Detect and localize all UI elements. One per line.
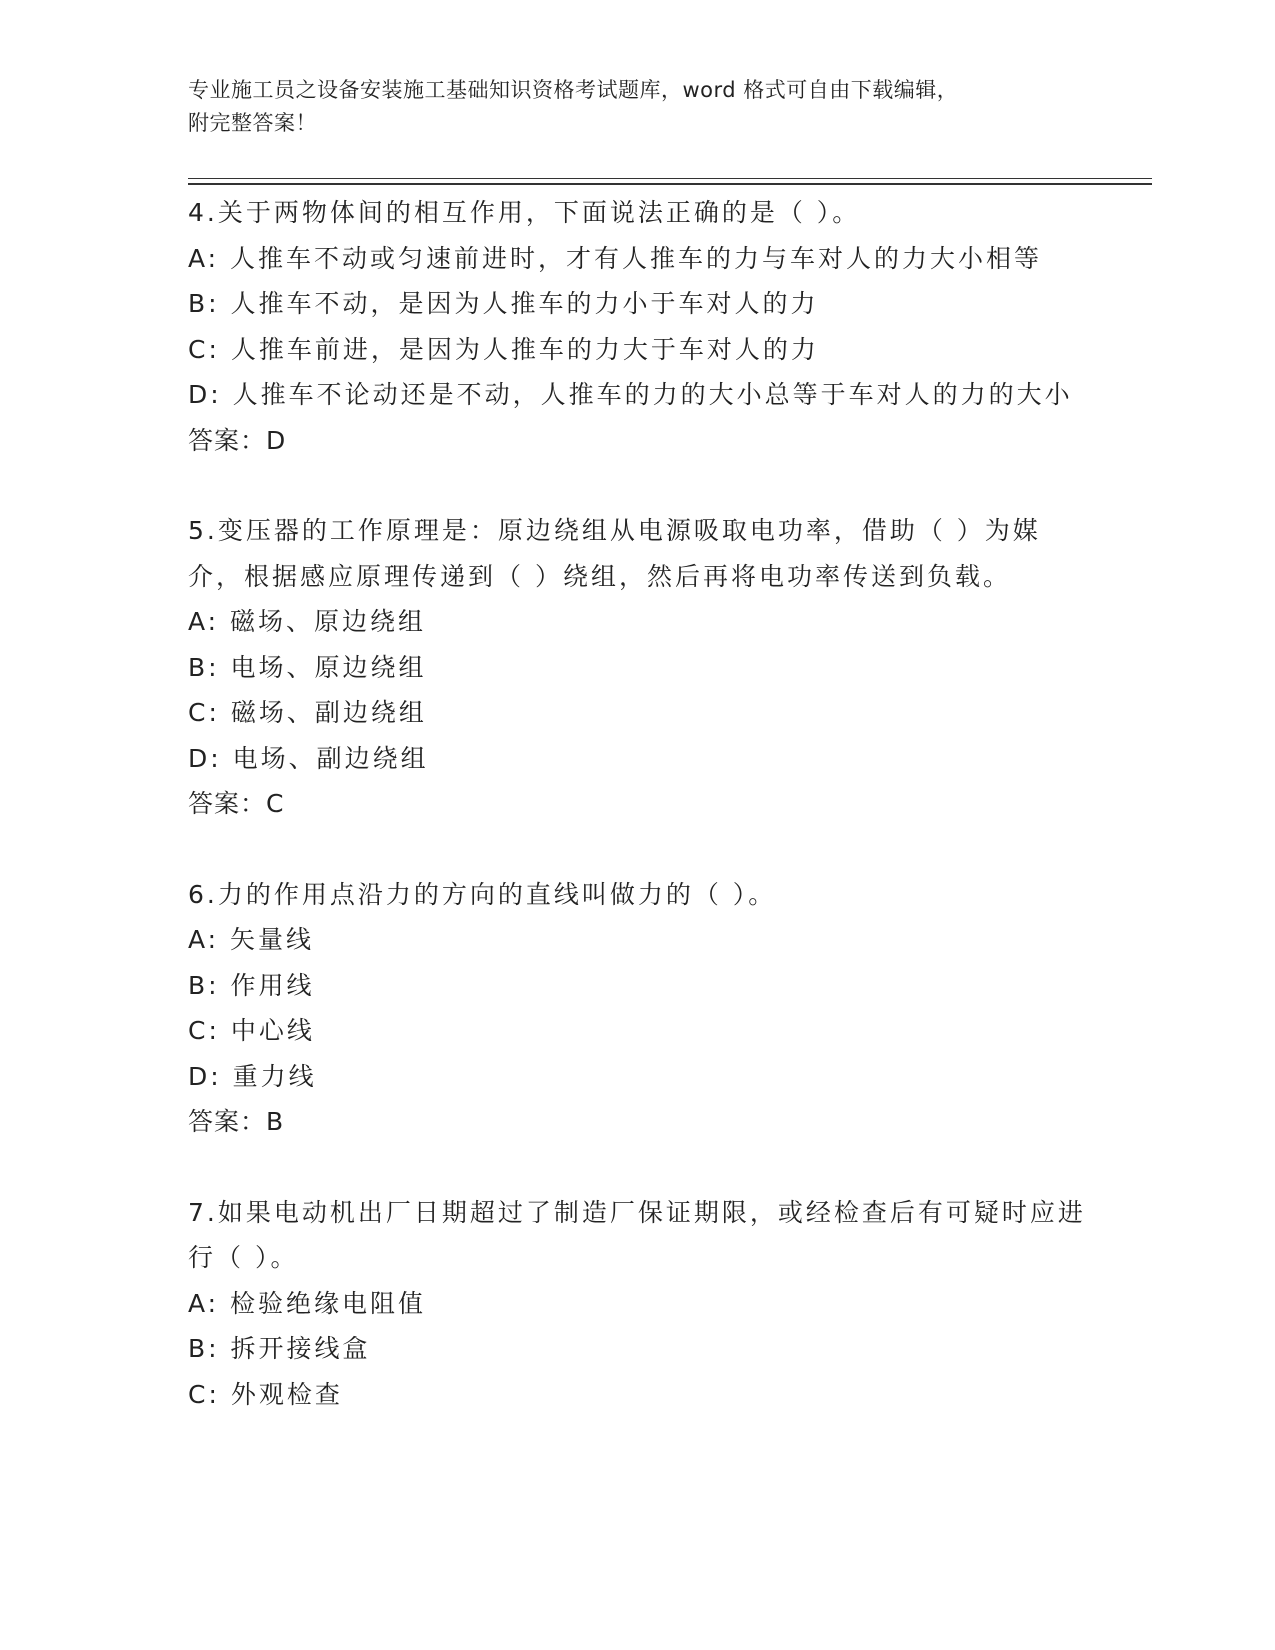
- question-6: [188, 872, 1088, 1145]
- option-b: B: 作用线: [188, 970, 315, 1000]
- header-divider-thick: [188, 183, 1152, 185]
- option-b: B: 拆开接线盒: [188, 1334, 371, 1363]
- option-d: D: 电场、副边绕组: [188, 743, 429, 773]
- option-a: A: 矢量线: [188, 925, 315, 954]
- question-text: 7.如果电动机出厂日期超过了制造厂保证期限，或经检查后有可疑时应进行（ ）。: [188, 1197, 1086, 1272]
- question-7: [188, 1190, 1088, 1418]
- answer: 答案：D: [188, 425, 287, 455]
- header-line-1: 专业施工员之设备安装施工基础知识资格考试题库，word 格式可自由下载编辑，: [188, 78, 959, 102]
- document-header: [188, 74, 1068, 140]
- question-list: [188, 190, 1088, 1462]
- option-b: B: 电场、原边绕组: [188, 652, 427, 682]
- option-c: C: 外观检查: [188, 1379, 343, 1409]
- answer: 答案：B: [188, 1107, 285, 1136]
- option-c: C: 人推车前进，是因为人推车的力大于车对人的力: [188, 334, 819, 364]
- question-text: 6.力的作用点沿力的方向的直线叫做力的（ ）。: [188, 879, 777, 909]
- option-a: A: 检验绝缘电阻值: [188, 1288, 427, 1318]
- option-d: D: 重力线: [188, 1061, 317, 1091]
- option-c: C: 中心线: [188, 1016, 315, 1045]
- option-b: B: 人推车不动，是因为人推车的力小于车对人的力: [188, 289, 819, 318]
- header-divider-thin: [188, 178, 1152, 179]
- option-a: A: 人推车不动或匀速前进时，才有人推车的力与车对人的力大小相等: [188, 243, 1043, 273]
- answer: 答案：C: [188, 789, 285, 818]
- question-text: 4.关于两物体间的相互作用，下面说法正确的是（ ）。: [188, 198, 861, 227]
- option-a: A: 磁场、原边绕组: [188, 607, 427, 636]
- option-d: D: 人推车不论动还是不动，人推车的力的大小总等于车对人的力的大小: [188, 380, 1073, 409]
- option-c: C: 磁场、副边绕组: [188, 698, 427, 727]
- header-line-2: 附完整答案！: [188, 111, 317, 135]
- question-5: [188, 508, 1088, 827]
- question-4: [188, 190, 1088, 463]
- question-text: 5.变压器的工作原理是：原边绕组从电源吸取电功率，借助（ ）为媒介，根据感应原理传递到（ ）绕组，然后再将电功率传送到负载。: [188, 516, 1041, 591]
